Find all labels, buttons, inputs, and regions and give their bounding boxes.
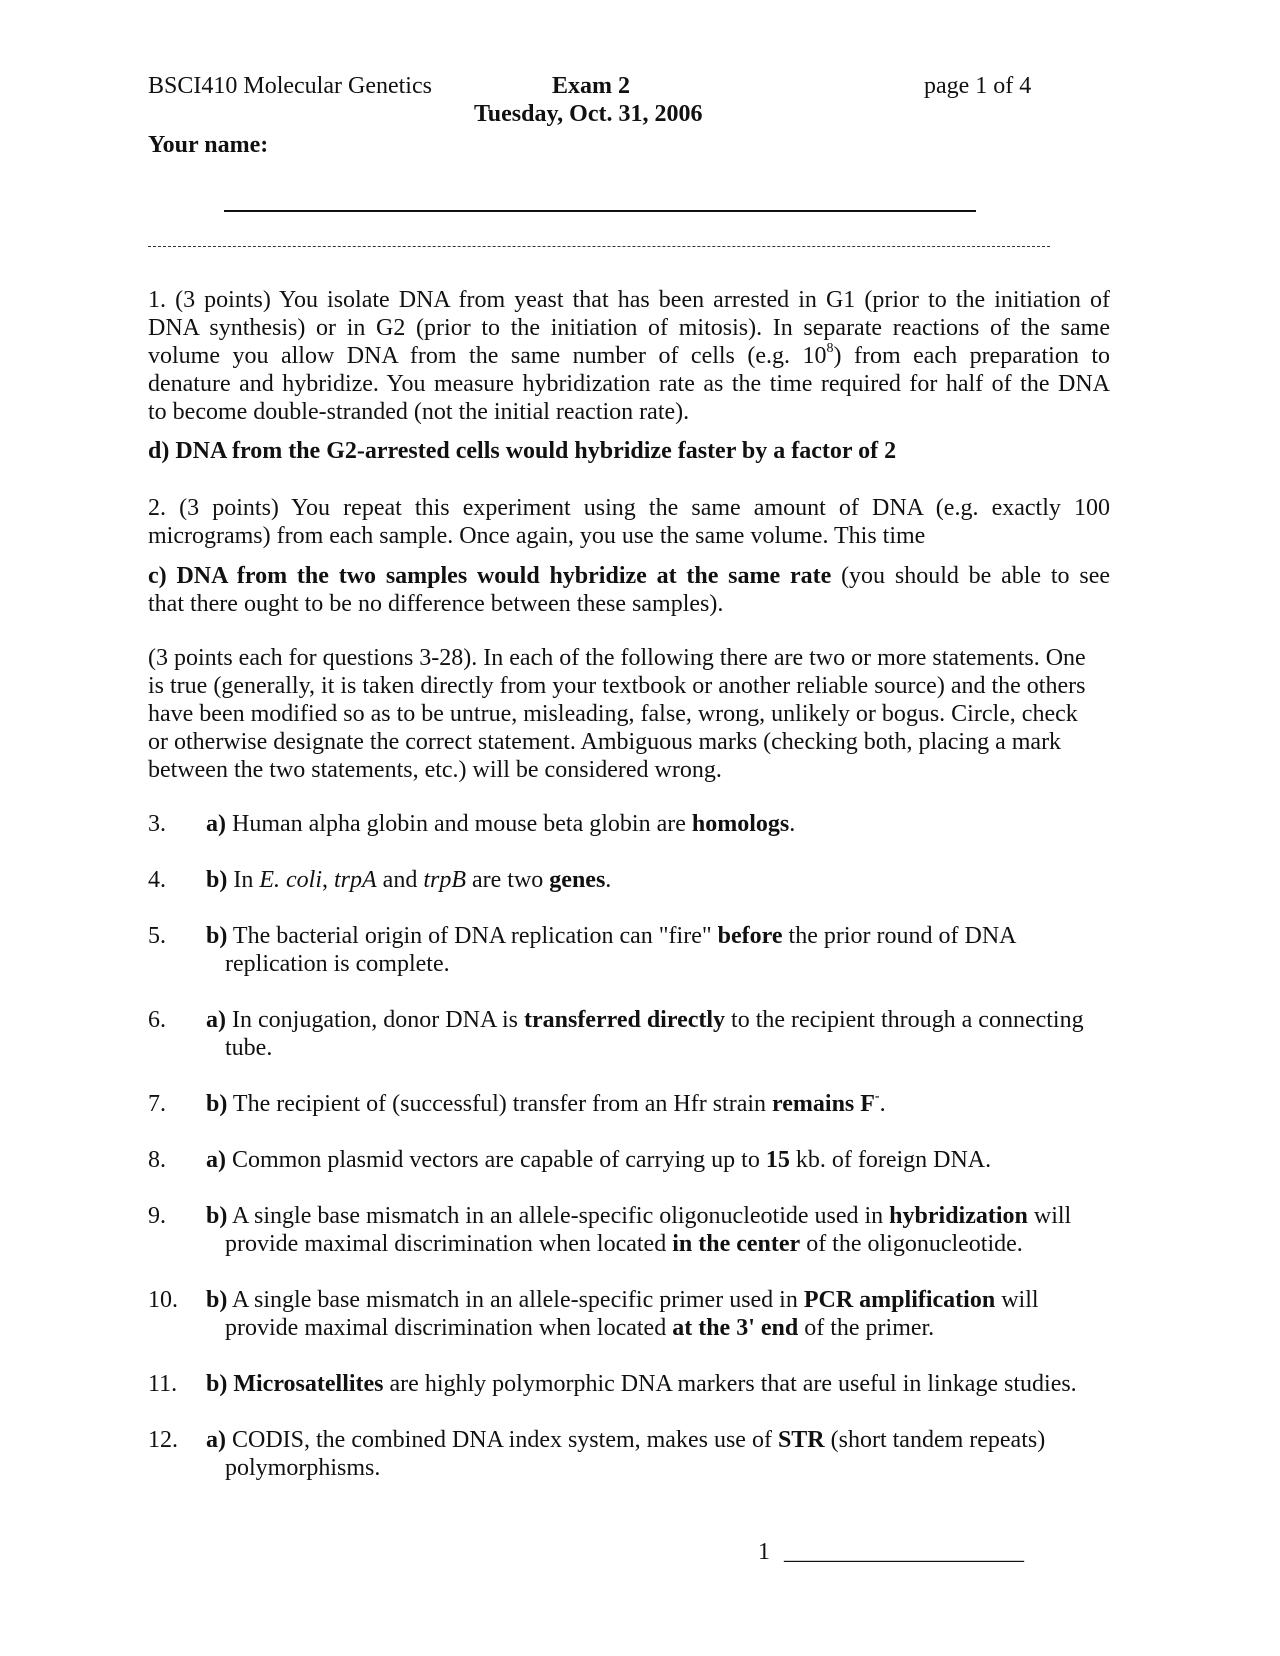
question-statement[interactable] [206, 866, 1126, 894]
q1-line3b: ) from each preparation to [833, 343, 1110, 369]
question-2 [148, 494, 1110, 550]
question-1 [148, 286, 1110, 426]
q1-line: 1. (3 points) You isolate DNA from yeast that has been arrested in G1 (prior to the initiation of [148, 287, 1110, 313]
question-number: 10. [148, 1287, 178, 1313]
statement-text: The recipient of (successful) transfer from an Hfr strain [227, 1091, 773, 1117]
statement-text: . [605, 867, 612, 893]
answer-letter: b) [206, 1203, 228, 1229]
question-statement[interactable] [206, 1202, 1126, 1258]
statement-text: A single base mismatch in an allele-specific oligonucleotide used in [227, 1203, 890, 1229]
answer-letter: b) [206, 923, 228, 949]
instructions-line: is true (generally, it is taken directly from your textbook or another reliable source) and the others [148, 673, 1086, 699]
course-title: BSCI410 Molecular Genetics [148, 73, 432, 99]
answer-letter: a) [206, 811, 226, 837]
question-statement[interactable] [206, 922, 1126, 978]
exam-date: Tuesday, Oct. 31, 2006 [474, 101, 703, 127]
statement-continuation: tube. [225, 1035, 273, 1061]
q2-answer-line: that there ought to be no difference between these samples). [148, 591, 724, 617]
q2-answer-bold: c) DNA from the two samples would hybridize at the same rate [148, 563, 832, 589]
statement-text: CODIS, the combined DNA index system, makes use of [226, 1427, 778, 1453]
statement-key-term: at the 3' end [672, 1315, 799, 1341]
statement-text: to the recipient through a connecting [725, 1007, 1084, 1033]
q1-line3-superscript: 8 [826, 341, 834, 356]
question-number: 6. [148, 1007, 166, 1033]
statement-text: will [1027, 1203, 1072, 1229]
instructions-line: or otherwise designate the correct statement. Ambiguous marks (checking both, placing a mark [148, 729, 1062, 755]
question-number: 11. [148, 1371, 178, 1397]
statement-text: provide maximal discrimination when located [225, 1315, 673, 1341]
q1-line: to become double-stranded (not the initial reaction rate). [148, 399, 690, 425]
question-number: 4. [148, 867, 166, 893]
statement-key-term: Microsatellites [233, 1371, 384, 1397]
statement-text: are two [466, 867, 550, 893]
statement-key-term: hybridization [889, 1203, 1028, 1229]
statement-text: In conjugation, donor DNA is [226, 1007, 524, 1033]
instructions [148, 644, 1124, 784]
statement-text: (short tandem repeats) [824, 1427, 1046, 1453]
statement-key-term: remains F [772, 1091, 875, 1117]
answer-letter: a) [206, 1007, 226, 1033]
statement-text: . [879, 1091, 886, 1117]
question-number: 7. [148, 1091, 166, 1117]
statement-key-term: before [717, 923, 783, 949]
q2-answer-rest: (you should be able to see [831, 563, 1110, 589]
page-indicator: page 1 of 4 [924, 73, 1032, 99]
statement-text: The bacterial origin of DNA replication can "fire" [227, 923, 718, 949]
question-number: 9. [148, 1203, 166, 1229]
instructions-line: (3 points each for questions 3-28). In each of the following there are two or more statements. One [148, 645, 1086, 671]
statement-continuation: replication is complete. [225, 951, 450, 977]
statement-italic: trpB [423, 867, 466, 893]
answer-letter: a) [206, 1427, 226, 1453]
statement-text: A single base mismatch in an allele-specific primer used in [227, 1287, 804, 1313]
instructions-line: between the two statements, etc.) will be considered wrong. [148, 757, 722, 783]
statement-text: of the primer. [798, 1315, 935, 1341]
q1-answer: d) DNA from the G2-arrested cells would hybridize faster by a factor of 2 [148, 438, 897, 464]
statement-text: of the oligonucleotide. [800, 1231, 1023, 1257]
statement-text: are highly polymorphic DNA markers that are useful in linkage studies. [383, 1371, 1077, 1397]
statement-text: the prior round of DNA [782, 923, 1017, 949]
statement-key-term: STR [777, 1427, 825, 1453]
statement-text: . [789, 811, 796, 837]
statement-superscript: - [874, 1089, 880, 1104]
statement-text: Common plasmid vectors are capable of carrying up to [226, 1147, 766, 1173]
question-number: 3. [148, 811, 166, 837]
answer-letter: b) [206, 1287, 228, 1313]
statement-continuation [206, 1230, 1126, 1258]
statement-key-term: 15 [765, 1147, 790, 1173]
q1-line: DNA synthesis) or in G2 (prior to the initiation of mitosis). In separate reactions of the same [148, 315, 1110, 341]
question-number: 5. [148, 923, 166, 949]
statement-text: and [376, 867, 424, 893]
statement-key-term: genes [549, 867, 606, 893]
footer-page-number: 1 [758, 1539, 770, 1565]
statement-text: kb. of foreign DNA. [789, 1147, 992, 1173]
statement-key-term: in the center [672, 1231, 801, 1257]
q2-answer-line [148, 562, 1110, 590]
statement-italic: trpA [334, 867, 377, 893]
exam-title: Exam 2 [552, 73, 630, 99]
question-statement[interactable] [206, 810, 1126, 838]
question-statement[interactable] [206, 1090, 1126, 1118]
statement-key-term: PCR amplification [803, 1287, 996, 1313]
statement-text: , [322, 867, 334, 893]
q1-line3a: volume you allow DNA from the same number of cells (e.g. 10 [148, 343, 827, 369]
statement-text: In [227, 867, 260, 893]
answer-letter: b) [206, 1371, 228, 1397]
q2-line: micrograms) from each sample. Once again, you use the same volume. This time [148, 523, 926, 549]
answer-letter: b) [206, 1091, 228, 1117]
statement-continuation: polymorphisms. [225, 1455, 381, 1481]
question-statement[interactable] [206, 1006, 1126, 1062]
name-label: Your name: [148, 132, 269, 158]
question-number: 12. [148, 1427, 178, 1453]
question-number: 8. [148, 1147, 166, 1173]
statement-text: Human alpha globin and mouse beta globin are [226, 811, 692, 837]
q2-answer [148, 562, 1110, 618]
question-statement[interactable] [206, 1426, 1126, 1482]
instructions-line: have been modified so as to be untrue, misleading, false, wrong, unlikely or bogus. Circle, check [148, 701, 1078, 727]
statement-key-term: homologs [691, 811, 790, 837]
statement-italic: E. coli [259, 867, 322, 893]
statement-text: will [995, 1287, 1039, 1313]
name-line[interactable] [224, 210, 976, 212]
q1-line: denature and hybridize. You measure hybridization rate as the time required for half of the DNA [148, 371, 1110, 397]
separator-dashed [148, 246, 1050, 247]
answer-letter: b) [206, 867, 228, 893]
question-statement[interactable] [206, 1370, 1206, 1398]
q1-line [148, 342, 1110, 370]
statement-key-term: transferred directly [523, 1007, 726, 1033]
statement-continuation [206, 1314, 1126, 1342]
answer-letter: a) [206, 1147, 226, 1173]
statement-text: provide maximal discrimination when located [225, 1231, 673, 1257]
q2-line: 2. (3 points) You repeat this experiment using the same amount of DNA (e.g. exactly 100 [148, 495, 1110, 521]
question-statement[interactable] [206, 1286, 1126, 1342]
question-statement[interactable] [206, 1146, 1126, 1174]
score-blank[interactable]: ____________________ [784, 1539, 1024, 1565]
